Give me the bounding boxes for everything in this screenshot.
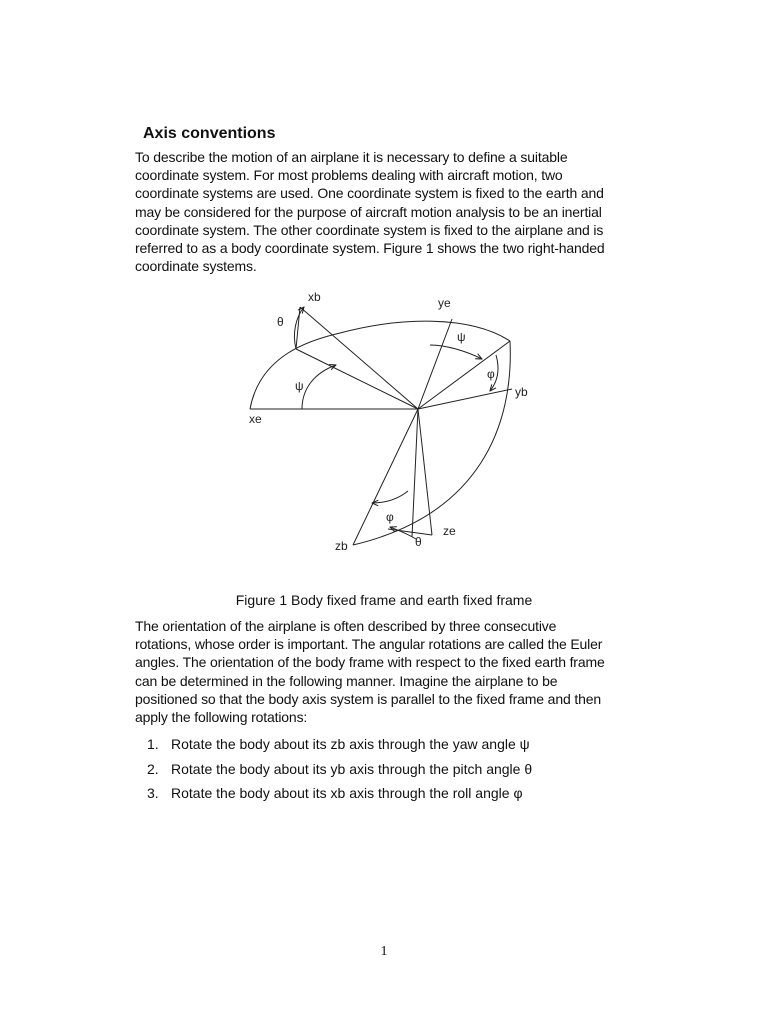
list-number: 1. xyxy=(147,736,159,752)
label-ze: ze xyxy=(443,524,456,538)
label-psi-right: ψ xyxy=(457,330,466,344)
intro-paragraph: To describe the motion of an airplane it is necessary to define a suitable coordinate system. For most problems dealing with aircraft motion, two coordinate systems are used. One coordinate system is fixed to the earth and may be considered for the purpose of aircraft motion analysis to be an inertial coordinate system. The other coordinate system is fixed to the airplane and is referred to as a body coordinate system. Figure 1 shows the two right-handed coordinate systems. xyxy=(135,149,605,275)
zb-axis-line xyxy=(353,409,418,545)
ye-axis-line xyxy=(418,319,452,409)
outer-arc-left xyxy=(250,321,510,409)
label-theta-top: θ xyxy=(277,315,284,329)
list-number: 3. xyxy=(147,785,159,801)
figure-caption: Figure 1 Body fixed frame and earth fixed frame xyxy=(235,592,533,608)
axis-diagram xyxy=(240,285,540,565)
label-psi-left: ψ xyxy=(295,379,304,393)
page-number: 1 xyxy=(380,944,388,959)
intermediate-z-line xyxy=(412,409,418,537)
label-xe: xe xyxy=(249,412,262,426)
list-number: 2. xyxy=(147,760,159,777)
label-theta-bottom: θ xyxy=(415,535,422,549)
list-text: Rotate the body about its xb axis through the roll angle φ xyxy=(171,785,523,801)
list-text: Rotate the body about its yb axis through the pitch angle θ xyxy=(171,760,533,777)
euler-paragraph: The orientation of the airplane is often described by three consecutive rotations, whose order is important. The angular rotations are called the Euler angles. The orientation of the body frame with respect to the fixed earth frame can be determined in the following manner. Imagine the airplane to be positioned so that the body axis system is parallel to the fixed frame and then apply the following rotations: xyxy=(135,618,605,726)
label-yb: yb xyxy=(515,385,528,399)
list-item xyxy=(147,760,532,785)
label-phi-bottom: φ xyxy=(386,510,394,524)
rotation-steps-list xyxy=(147,735,532,809)
label-phi-right: φ xyxy=(487,367,495,381)
list-item xyxy=(147,784,532,809)
axis-figure xyxy=(240,285,540,570)
list-item xyxy=(147,735,532,760)
psi-left-arrow xyxy=(302,365,336,409)
section-heading: Axis conventions xyxy=(143,125,276,142)
label-zb: zb xyxy=(335,539,348,553)
label-ye: ye xyxy=(438,296,451,310)
label-xb: xb xyxy=(308,290,321,304)
list-text: Rotate the body about its zb axis through the yaw angle ψ xyxy=(171,736,530,752)
